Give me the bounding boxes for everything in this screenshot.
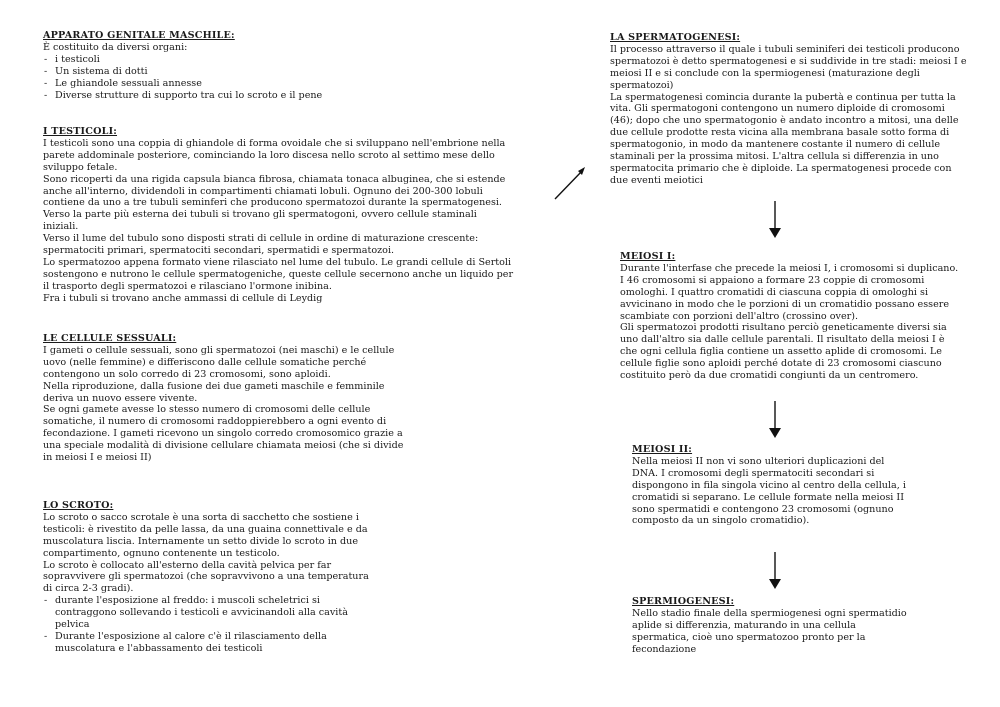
text-line: (46); dopo che uno spermatogonio è andato incontro a mitosi, una delle [610, 115, 959, 127]
text-line: spermatozoi) [610, 79, 674, 91]
down-arrow-icon [768, 201, 782, 239]
text-line: uno dall'altro sia dalle cellule parentali. Il risultato della meiosi I è [620, 334, 945, 346]
section-spermiogenesi [632, 596, 907, 656]
text-line: costituito però da due cromatidi congiunti da un centromero. [620, 370, 919, 382]
list-item: - Le ghiandole sessuali annesse [43, 78, 322, 90]
text-line: I gameti o cellule sessuali, sono gli spermatozoi (nei maschi) e le cellule [43, 344, 395, 356]
text-line: Nella riproduzione, dalla fusione dei due gameti maschile e femminile [43, 380, 385, 392]
text-line: spermatica, cioè uno spermatozoo pronto per la [632, 631, 866, 643]
text-line: Nello stadio finale della spermiogenesi ogni spermatidio [632, 607, 907, 619]
list-item-line: - durante l'esposizione al freddo: i muscoli scheletrici si [55, 595, 320, 607]
text-line: sostengono e nutrono le cellule spermatogeniche, queste cellule secernono anche un liquido per [43, 268, 514, 280]
text-line: deriva un nuovo essere vivente. [43, 392, 198, 404]
text-line: il trasporto degli spermatozoi e rilasciano l'ormone inibina. [43, 280, 332, 292]
section-meiosi1 [620, 251, 958, 382]
text-line: contiene da uno a tre tubuli seminferi che producono spermatozoi durante la spermatogenesi. [43, 197, 502, 209]
text-line: vita. Gli spermatogoni contengono un numero diploide di cromosomi [610, 103, 945, 115]
text-line: uovo (nelle femmine) e differiscono dalle cellule somatiche perché [43, 356, 367, 368]
text-line: omologhi. I quattro cromatidi di ciascuna coppia di omologhi si [620, 286, 929, 298]
text-line: compartimento, ognuno contenente un testicolo. [43, 547, 280, 559]
text-line: Sono ricoperti da una rigida capsula bianca fibrosa, chiamata tonaca albuginea, che si estende [43, 173, 506, 185]
scroto-list [43, 595, 369, 655]
apparato-intro: È costituito da diversi organi: [43, 41, 188, 53]
text-line: sviluppo fetale. [43, 161, 118, 173]
text-line: fecondazione [632, 643, 697, 655]
list-item: - Un sistema di dotti [43, 66, 322, 78]
section-scroto [43, 500, 369, 655]
apparato-title: APPARATO GENITALE MASCHILE: [43, 30, 235, 41]
text-line: parete addominale posteriore, cominciando la loro discesa nello scroto al settimo mese dello [43, 149, 495, 161]
list-item-line: pelvica [55, 619, 90, 631]
list-item-line: muscolatura e l'abbassamento dei testicoli [55, 642, 263, 654]
text-line: spermatocita primario che è diploide. La spermatogenesi procede con [610, 162, 952, 174]
text-line: due eventi meiotici [610, 174, 703, 186]
text-line: Durante l'interfase che precede la meiosi I, i cromosomi si duplicano. [620, 262, 959, 274]
testicoli-title: I TESTICOLI: [43, 126, 118, 137]
text-line: Lo spermatozoo appena formato viene rilasciato nel lume del tubulo. Le grandi cellule di Sertoli [43, 256, 512, 268]
list-item [43, 631, 369, 655]
list-item: - i testicoli [43, 54, 322, 66]
meiosi2-title: MEIOSI II: [632, 444, 693, 455]
text-line: anche all'interno, dividendoli in compartimenti chiamati lobuli. Ognuno dei 200-300 lobuli [43, 185, 483, 197]
text-line: avvicinano in modo che le porzioni di un cromatidio possano essere [620, 298, 950, 310]
down-arrow-icon [768, 552, 782, 590]
section-cellule [43, 333, 403, 464]
text-line: spermatociti primari, spermatociti secondari, spermatidi e spermatozoi. [43, 245, 395, 257]
cellule-title: LE CELLULE SESSUALI: [43, 333, 177, 344]
list-item: - Diverse strutture di supporto tra cui lo scroto e il pene [43, 90, 322, 102]
list-item [43, 595, 369, 631]
text-line: Fra i tubuli si trovano anche ammassi di cellule di Leydig [43, 292, 323, 304]
text-line: cromatidi si separano. Le cellule formate nella meiosi II [632, 491, 905, 503]
spermiogenesi-title: SPERMIOGENESI: [632, 596, 735, 607]
text-line: Se ogni gamete avesse lo stesso numero di cromosomi delle cellule [43, 404, 371, 416]
text-line: dispongono in fila singola vicino al centro della cellula, i [632, 479, 906, 491]
scroto-title: LO SCROTO: [43, 500, 114, 511]
text-line: aplide si differenzia, maturando in una cellula [632, 619, 856, 631]
text-line: Lo scroto è collocato all'esterno della cavità pelvica per far [43, 559, 332, 571]
text-line: di circa 2-3 gradi). [43, 583, 134, 595]
text-line: in meiosi I e meiosi II) [43, 452, 152, 464]
text-line: meiosi II e si conclude con la spermiogenesi (maturazione degli [610, 67, 920, 79]
text-line: sono spermatidi e contengono 23 cromosomi (ognuno [632, 503, 894, 515]
text-line: staminali per la prossima mitosi. L'altra cellula si differenzia in uno [610, 151, 939, 163]
text-line: Verso il lume del tubulo sono disposti strati di cellule in ordine di maturazione crescente: [43, 233, 479, 245]
text-line: sopravvivere gli spermatozoi (che sopravvivono a una temperatura [43, 571, 369, 583]
section-testicoli [43, 126, 538, 305]
section-spermatogenesi [610, 32, 967, 187]
text-line: Lo scroto o sacco scrotale è una sorta di sacchetto che sostiene i [43, 511, 359, 523]
text-line: iniziali. [43, 221, 79, 233]
apparato-list [43, 54, 322, 102]
list-item-line: - Durante l'esposizione al calore c'è il rilasciamento della [55, 630, 327, 642]
text-line: testicoli: è rivestito da pelle lassa, da una guaina connettivale e da [43, 523, 368, 535]
list-item-line: contraggono sollevando i testicoli e avvicinandoli alla cavità [55, 607, 348, 619]
text-line: cellule figlie sono aploidi perché dotate di 23 cromosomi ciascuno [620, 358, 942, 370]
text-line: Verso la parte più esterna dei tubuli si trovano gli spermatogoni, ovvero cellule staminali [43, 209, 477, 221]
section-meiosi2 [632, 444, 906, 527]
text-line: composto da un singolo cromatidio). [632, 515, 810, 527]
text-line: somatiche, il numero di cromosomi raddoppierebbero a ogni evento di [43, 416, 387, 428]
text-line: muscolatura liscia. Internamente un setto divide lo scroto in due [43, 535, 359, 547]
text-line: Gli spermatozoi prodotti risultano perciò geneticamente diversi sia [620, 322, 947, 334]
text-line: DNA. I cromosomi degli spermatociti secondari si [632, 467, 875, 479]
text-line: fecondazione. I gameti ricevono un singolo corredo cromosomico grazie a [43, 428, 403, 440]
text-line: I 46 cromosomi si appaiono a formare 23 coppie di cromosomi [620, 274, 925, 286]
text-line: La spermatogenesi comincia durante la pubertà e continua per tutta la [610, 91, 956, 103]
text-line: scambiate con porzioni dell'altro (crossino over). [620, 310, 858, 322]
text-line: che ogni cellula figlia contiene un assetto aplide di cromosomi. Le [620, 346, 942, 358]
text-line: una speciale modalità di divisione cellulare chiamata meiosi (che si divide [43, 440, 404, 452]
text-line: Il processo attraverso il quale i tubuli seminiferi dei testicoli producono [610, 43, 960, 55]
down-arrow-icon [768, 401, 782, 439]
text-line: contengono un solo corredo di 23 cromosomi, sono aploidi. [43, 368, 331, 380]
text-line: I testicoli sono una coppia di ghiandole di forma ovoidale che si sviluppano nell'embrione nella [43, 137, 506, 149]
text-line: spermatogonio, in modo da mantenere costante il numero di cellule [610, 139, 941, 151]
section-apparato [43, 30, 322, 101]
text-line: Nella meiosi II non vi sono ulteriori duplicazioni del [632, 455, 885, 467]
text-line: spermatozoi è detto spermatogenesi e si suddivide in tre stadi: meiosi I e [610, 55, 967, 67]
spermatogenesi-title: LA SPERMATOGENESI: [610, 32, 741, 43]
meiosi1-title: MEIOSI I: [620, 251, 676, 262]
diagonal-arrow-icon [552, 162, 588, 202]
text-line: due cellule prodotte resta vicina alla membrana basale sotto forma di [610, 127, 950, 139]
